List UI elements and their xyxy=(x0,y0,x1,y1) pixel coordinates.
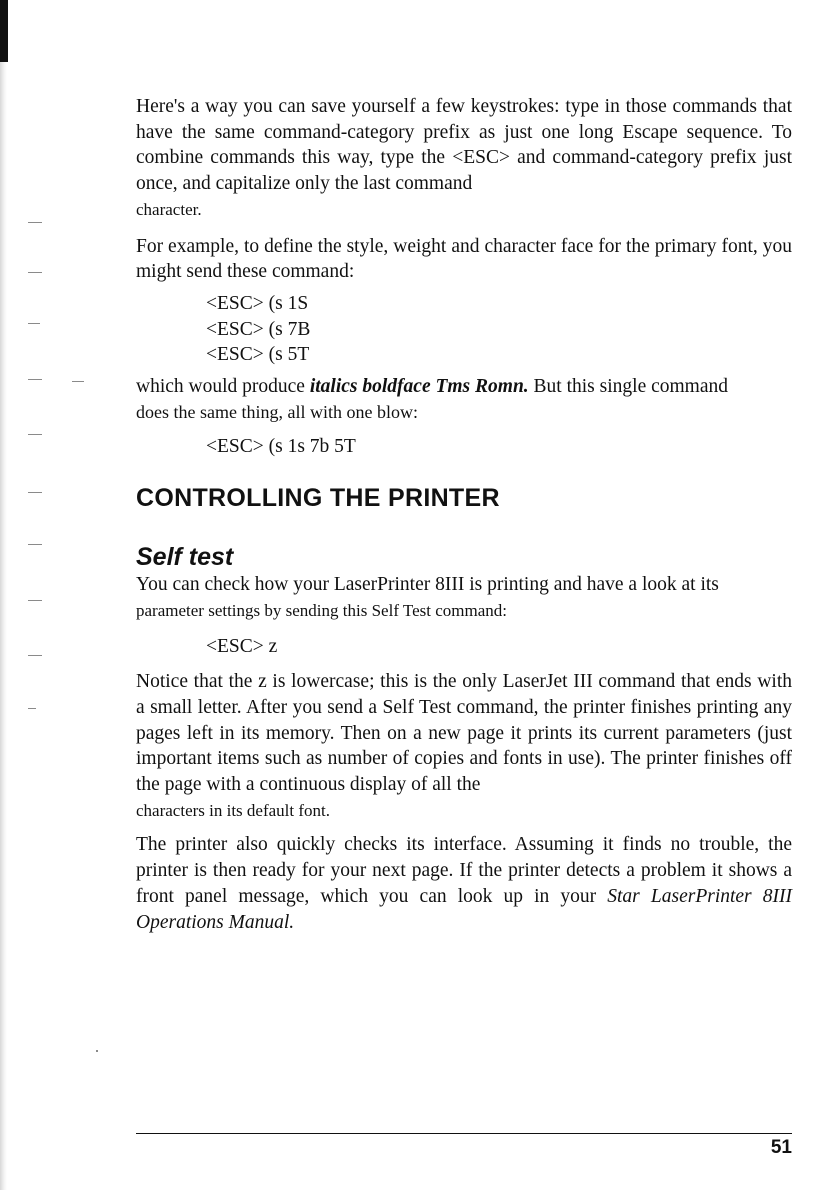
interface-check-paragraph xyxy=(136,832,792,935)
notice-text: Notice that the z is lowercase; this is the only LaserJet III command that ends with a small letter. After you send a Self Test command, the printer finishes printing any pages left in its memory. Then on a new page it prints its current parameters (just important items such as number of copies and fonts in use). The printer finishes off the page with a continuous display of all the xyxy=(136,671,792,796)
scan-edge-dark-corner xyxy=(0,0,8,62)
notice-last-line: characters in its default font. xyxy=(136,800,331,820)
command-line: <ESC> (s 7B xyxy=(206,318,311,340)
intro-text: Here's a way you can save yourself a few keystrokes: type in those commands that have the same command-category prefix as just one long Escape sequence. To combine commands this way, type the <ESC> and command-category prefix just once, and capitalize only the last command xyxy=(136,96,792,195)
footer-rule xyxy=(136,1133,792,1134)
result-line-two: does the same thing, all with one blow: xyxy=(136,401,418,422)
interface-check-text: The printer also quickly checks its interface. Assuming it finds no trouble, the printer is then ready for your next page. If the printer detects a problem it shows a front panel message, which you can look up in your xyxy=(136,834,792,907)
scan-edge-shadow xyxy=(0,0,7,1190)
self-test-intro-line1: You can check how your LaserPrinter 8III is printing and have a look at its xyxy=(136,574,719,596)
margin-marks xyxy=(28,0,98,1190)
notice-paragraph xyxy=(136,669,792,823)
command-line: <ESC> (s 1S xyxy=(206,292,309,314)
combined-command: <ESC> (s 1s 7b 5T xyxy=(206,436,356,458)
result-prefix: which would produce xyxy=(136,376,310,398)
result-suffix: But this single command xyxy=(528,376,728,398)
intro-last-word: character. xyxy=(136,199,202,219)
subsection-title: Self test xyxy=(136,543,234,572)
example-paragraph: For example, to define the style, weight and character face for the primary font, you might send these command: xyxy=(136,235,792,283)
intro-paragraph xyxy=(136,94,792,223)
manual-title: Star LaserPrinter 8III Operations Manual. xyxy=(136,885,792,933)
result-style-example: italics boldface Tms Romn. xyxy=(309,376,529,398)
self-test-intro xyxy=(136,572,792,623)
result-paragraph xyxy=(136,374,792,425)
page-number: 51 xyxy=(770,1137,792,1158)
page-content xyxy=(136,94,792,935)
command-line: <ESC> (s 5T xyxy=(206,344,310,366)
section-title: CONTROLLING THE PRINTER xyxy=(136,484,500,513)
command-list xyxy=(136,291,792,368)
self-test-intro-line2: parameter settings by sending this Self Test command: xyxy=(136,600,508,620)
self-test-command: <ESC> z xyxy=(206,635,278,657)
